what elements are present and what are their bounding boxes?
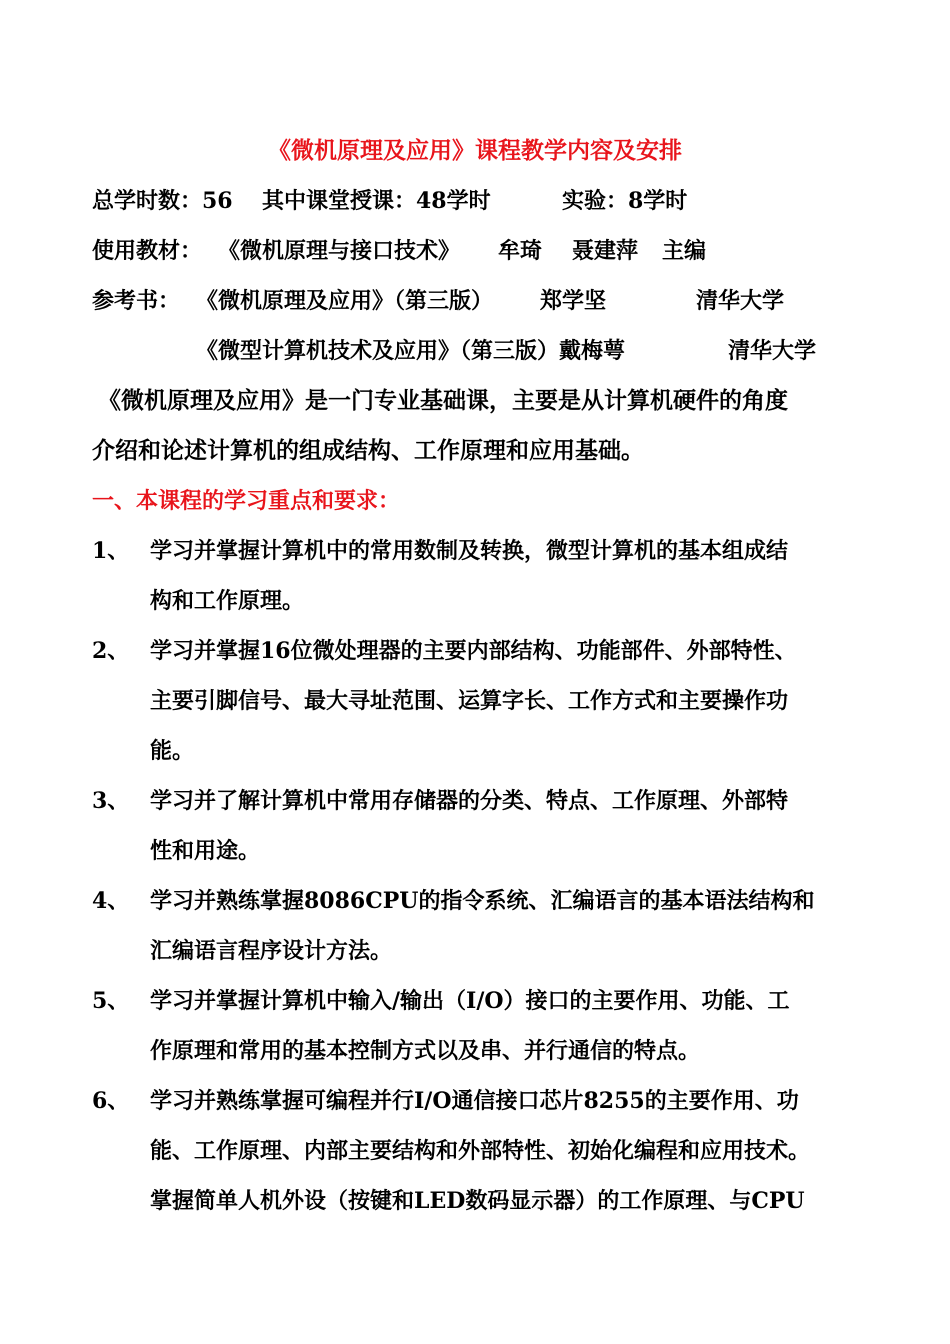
list-item-number: 6、 — [92, 1088, 130, 1114]
list-item-text: 主要引脚信号、最大寻址范围、运算字长、工作方式和主要操作功 — [150, 688, 789, 714]
list-item-number: 5、 — [92, 988, 130, 1014]
reference-2-title: 《微型计算机技术及应用》（第三版）戴梅萼 — [196, 338, 626, 364]
list-item-text: 汇编语言程序设计方法。 — [150, 938, 393, 964]
list-item-text: 掌握简单人机外设（按键和LED数码显示器）的工作原理、与CPU — [150, 1188, 805, 1214]
intro-line-1: 《微机原理及应用》是一门专业基础课，主要是从计算机硬件的角度 — [98, 387, 788, 414]
list-item-number: 2、 — [92, 638, 130, 664]
references-label: 参考书： — [92, 288, 181, 314]
list-item-text: 学习并熟练掌握8086CPU的指令系统、汇编语言的基本语法结构和 — [150, 888, 815, 914]
list-item-number: 1、 — [92, 538, 130, 564]
textbook-author-1: 牟琦 — [498, 238, 543, 264]
list-item-text: 性和用途。 — [150, 838, 261, 864]
list-item-text: 学习并了解计算机中常用存储器的分类、特点、工作原理、外部特 — [150, 788, 789, 814]
intro-line-2: 介绍和论述计算机的组成结构、工作原理和应用基础。 — [92, 437, 644, 464]
list-item-number: 3、 — [92, 788, 130, 814]
reference-2-publisher: 清华大学 — [728, 338, 817, 364]
list-item-text: 学习并掌握16位微处理器的主要内部结构、功能部件、外部特性、 — [150, 638, 797, 664]
textbook-author-2: 聂建萍 — [572, 238, 639, 264]
list-item-text: 学习并掌握计算机中输入/输出（I/O）接口的主要作用、功能、工 — [150, 988, 790, 1014]
textbook-label: 使用教材： — [92, 238, 203, 264]
list-item-text: 学习并熟练掌握可编程并行I/O通信接口芯片8255的主要作用、功 — [150, 1088, 799, 1114]
list-item-number: 4、 — [92, 888, 130, 914]
section-heading: 一、本课程的学习重点和要求： — [92, 488, 401, 514]
reference-1-author: 郑学坚 — [540, 288, 607, 314]
lecture-hours: 其中课堂授课：48学时 — [262, 188, 491, 214]
list-item-text: 学习并掌握计算机中的常用数制及转换，微型计算机的基本组成结 — [150, 538, 789, 564]
total-hours: 总学时数：56 — [92, 188, 233, 214]
list-item-text: 能、工作原理、内部主要结构和外部特性、初始化编程和应用技术。 — [150, 1138, 811, 1164]
list-item-text: 作原理和常用的基本控制方式以及串、并行通信的特点。 — [150, 1038, 701, 1064]
document-title: 《微机原理及应用》课程教学内容及安排 — [268, 137, 682, 164]
lab-hours: 实验：8学时 — [562, 188, 688, 214]
textbook-title: 《微机原理与接口技术》 — [218, 238, 461, 264]
list-item-text: 能。 — [150, 738, 195, 764]
reference-1-publisher: 清华大学 — [696, 288, 785, 314]
textbook-role: 主编 — [662, 238, 707, 264]
list-item-text: 构和工作原理。 — [150, 588, 305, 614]
reference-1-title: 《微机原理及应用》（第三版） — [196, 288, 494, 314]
